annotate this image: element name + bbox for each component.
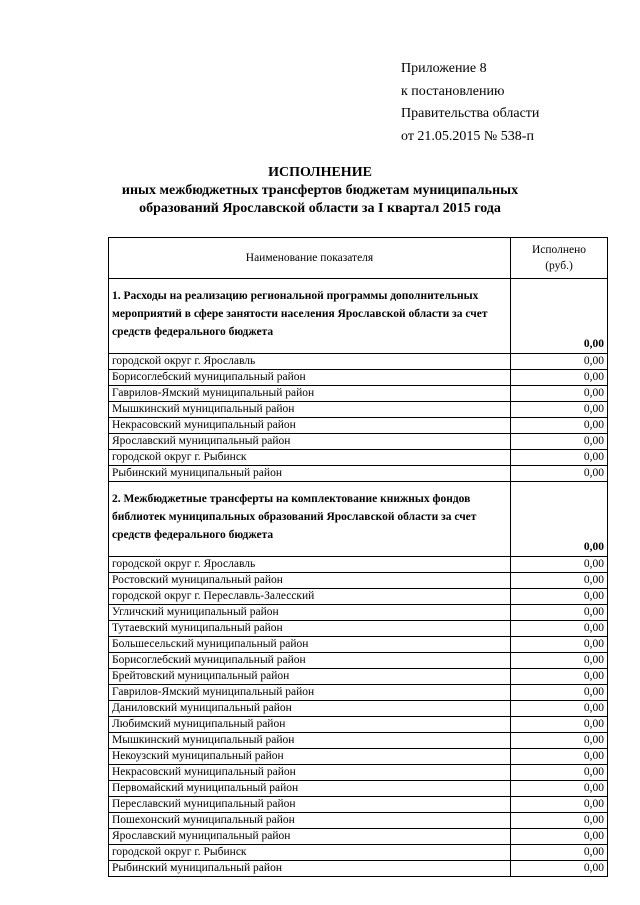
row-municipality-name: Ярославский муниципальный район	[109, 434, 511, 450]
row-municipality-name: Первомайский муниципальный район	[109, 781, 511, 797]
table-row	[109, 418, 608, 434]
row-executed-value: 0,00	[511, 669, 608, 685]
attachment-date-number: от 21.05.2015 № 538-п	[401, 128, 534, 144]
table-row	[109, 402, 608, 418]
table-row	[109, 797, 608, 813]
table-row	[109, 589, 608, 605]
row-executed-value: 0,00	[511, 589, 608, 605]
row-executed-value: 0,00	[511, 733, 608, 749]
table-row	[109, 685, 608, 701]
row-municipality-name: Гаврилов-Ямский муниципальный район	[109, 386, 511, 402]
attachment-block	[401, 58, 621, 148]
row-municipality-name: Переславский муниципальный район	[109, 797, 511, 813]
section-1-row	[109, 279, 608, 354]
row-executed-value: 0,00	[511, 434, 608, 450]
row-executed-value: 0,00	[511, 418, 608, 434]
header-executed	[511, 238, 608, 279]
row-executed-value: 0,00	[511, 653, 608, 669]
row-executed-value: 0,00	[511, 402, 608, 418]
row-executed-value: 0,00	[511, 701, 608, 717]
row-executed-value: 0,00	[511, 685, 608, 701]
table-row	[109, 861, 608, 877]
section-2-row	[109, 482, 608, 557]
row-executed-value: 0,00	[511, 637, 608, 653]
attachment-number: Приложение 8	[401, 61, 487, 76]
header-executed-unit: (руб.)	[545, 260, 573, 272]
row-municipality-name: Мышкинский муниципальный район	[109, 733, 511, 749]
row-municipality-name: городской округ г. Рыбинск	[109, 450, 511, 466]
row-executed-value: 0,00	[511, 386, 608, 402]
row-municipality-name: Брейтовский муниципальный район	[109, 669, 511, 685]
row-executed-value: 0,00	[511, 861, 608, 877]
row-municipality-name: Некоузский муниципальный район	[109, 749, 511, 765]
row-executed-value: 0,00	[511, 621, 608, 637]
table-row	[109, 765, 608, 781]
row-municipality-name: Любимский муниципальный район	[109, 717, 511, 733]
table-row	[109, 573, 608, 589]
row-executed-value: 0,00	[511, 845, 608, 861]
section-2-name: 2. Межбюджетные трансферты на комплектование книжных фондов библиотек муниципальных образований Ярославской области за счет средств федерального бюджета	[109, 482, 511, 557]
table-row	[109, 669, 608, 685]
row-executed-value: 0,00	[511, 813, 608, 829]
row-municipality-name: Угличский муниципальный район	[109, 605, 511, 621]
table-row	[109, 557, 608, 573]
table-row	[109, 829, 608, 845]
document-title: ИСПОЛНЕНИЕ	[268, 165, 372, 180]
table-row	[109, 434, 608, 450]
row-municipality-name: Пошехонский муниципальный район	[109, 813, 511, 829]
row-municipality-name: Ростовский муниципальный район	[109, 573, 511, 589]
row-executed-value: 0,00	[511, 781, 608, 797]
table-row	[109, 637, 608, 653]
table-row	[109, 605, 608, 621]
header-executed-label: Исполнено	[531, 244, 587, 256]
row-municipality-name: Борисоглебский муниципальный район	[109, 653, 511, 669]
table-row	[109, 781, 608, 797]
row-municipality-name: Мышкинский муниципальный район	[109, 402, 511, 418]
row-municipality-name: Даниловский муниципальный район	[109, 701, 511, 717]
header-indicator-name: Наименование показателя	[109, 238, 511, 279]
row-municipality-name: Большесельский муниципальный район	[109, 637, 511, 653]
table-header-row	[109, 238, 608, 279]
section-2-total: 0,00	[511, 482, 608, 557]
row-executed-value: 0,00	[511, 749, 608, 765]
table-row	[109, 370, 608, 386]
row-municipality-name: Ярославский муниципальный район	[109, 829, 511, 845]
section-1-total: 0,00	[511, 279, 608, 354]
row-municipality-name: Рыбинский муниципальный район	[109, 861, 511, 877]
row-municipality-name: городской округ г. Ярославль	[109, 354, 511, 370]
row-municipality-name: Некрасовский муниципальный район	[109, 418, 511, 434]
execution-table	[108, 237, 608, 877]
table-row	[109, 450, 608, 466]
section-1-name: 1. Расходы на реализацию региональной программы дополнительных мероприятий в сфере занятости населения Ярославской области за счет средств федерального бюджета	[109, 279, 511, 354]
table-row	[109, 466, 608, 482]
row-municipality-name: Тутаевский муниципальный район	[109, 621, 511, 637]
row-executed-value: 0,00	[511, 450, 608, 466]
row-executed-value: 0,00	[511, 557, 608, 573]
table-row	[109, 354, 608, 370]
row-executed-value: 0,00	[511, 829, 608, 845]
table-row	[109, 845, 608, 861]
row-executed-value: 0,00	[511, 717, 608, 733]
table-row	[109, 386, 608, 402]
row-executed-value: 0,00	[511, 466, 608, 482]
row-executed-value: 0,00	[511, 370, 608, 386]
row-municipality-name: городской округ г. Переславль-Залесский	[109, 589, 511, 605]
row-executed-value: 0,00	[511, 605, 608, 621]
row-municipality-name: Борисоглебский муниципальный район	[109, 370, 511, 386]
attachment-authority: Правительства области	[401, 106, 540, 121]
row-municipality-name: Рыбинский муниципальный район	[109, 466, 511, 482]
table-row	[109, 749, 608, 765]
document-subtitle-line2: образований Ярославской области за I квартал 2015 года	[139, 201, 501, 216]
document-subtitle-line1: иных межбюджетных трансфертов бюджетам муниципальных	[121, 183, 519, 198]
row-municipality-name: Некрасовский муниципальный район	[109, 765, 511, 781]
row-executed-value: 0,00	[511, 573, 608, 589]
row-executed-value: 0,00	[511, 797, 608, 813]
table-row	[109, 717, 608, 733]
row-municipality-name: Гаврилов-Ямский муниципальный район	[109, 685, 511, 701]
table-row	[109, 621, 608, 637]
row-municipality-name: городской округ г. Ярославль	[109, 557, 511, 573]
row-municipality-name: городской округ г. Рыбинск	[109, 845, 511, 861]
table-row	[109, 653, 608, 669]
table-row	[109, 733, 608, 749]
table-row	[109, 701, 608, 717]
table-row	[109, 813, 608, 829]
row-executed-value: 0,00	[511, 354, 608, 370]
row-executed-value: 0,00	[511, 765, 608, 781]
attachment-resolution: к постановлению	[401, 83, 505, 99]
